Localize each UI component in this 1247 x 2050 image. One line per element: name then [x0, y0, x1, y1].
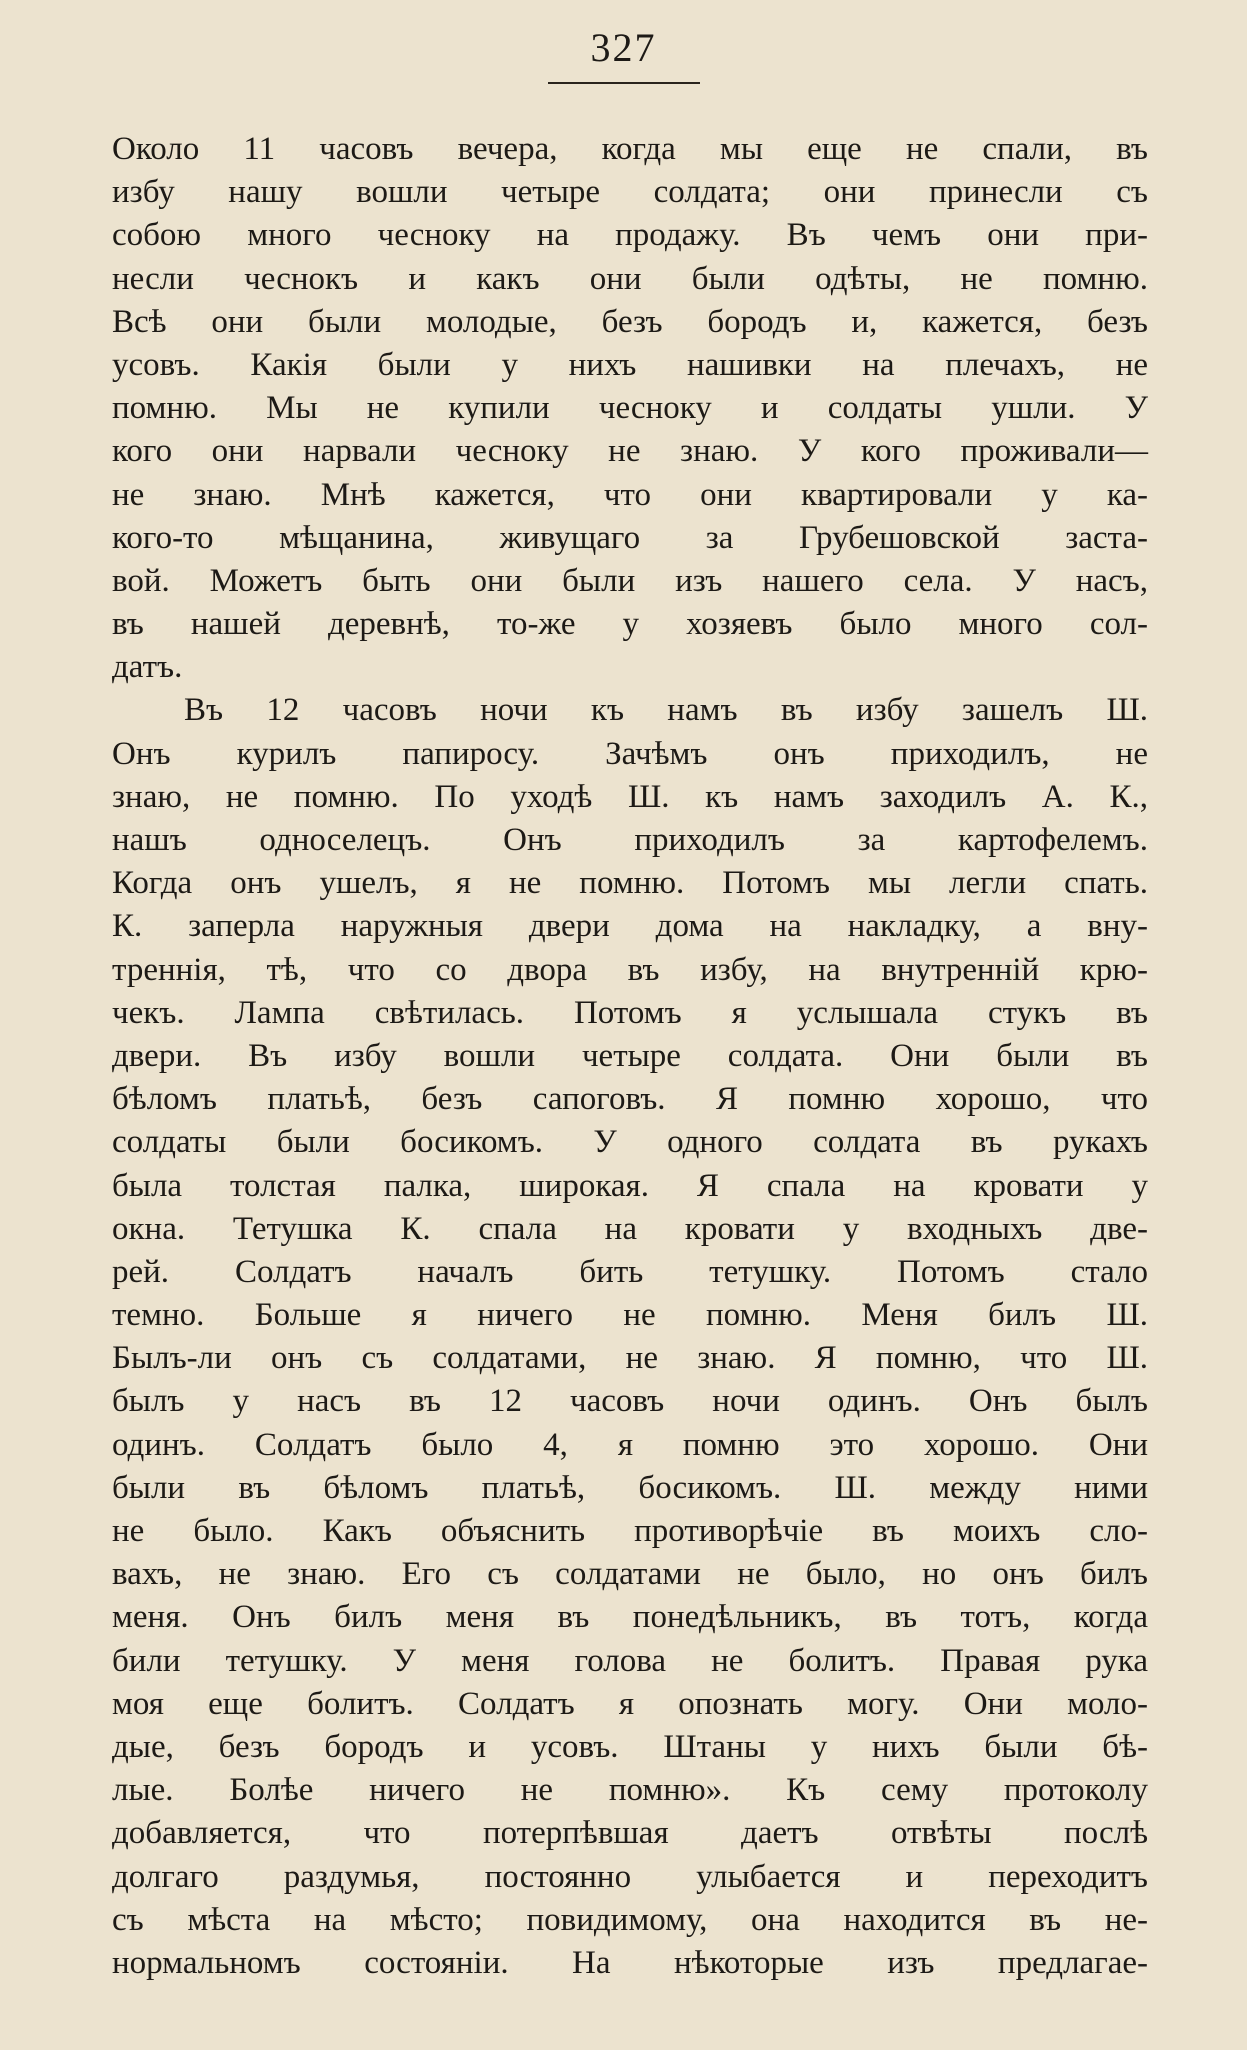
text-line: окна. Тетушка К. спала на кровати у входныхъ две-: [112, 1210, 1148, 1247]
text-line: вой. Можетъ быть они были изъ нашего села. У насъ,: [112, 562, 1148, 599]
text-line: датъ.: [112, 649, 183, 686]
text-line: рей. Солдатъ началъ бить тетушку. Потомъ стало: [112, 1253, 1148, 1290]
text-line: была толстая палка, широкая. Я спала на кровати у: [112, 1167, 1148, 1204]
text-line: лые. Болѣе ничего не помню». Къ сему протоколу: [112, 1772, 1148, 1809]
text-line: Въ 12 часовъ ночи къ намъ въ избу зашелъ Ш.: [184, 692, 1148, 729]
text-line: былъ у насъ въ 12 часовъ ночи одинъ. Онъ былъ: [112, 1383, 1148, 1420]
page-number-rule: [548, 82, 700, 84]
text-line: моя еще болитъ. Солдатъ я опознать могу. Они моло-: [112, 1685, 1148, 1722]
text-line: дые, безъ бородъ и усовъ. Штаны у нихъ были бѣ-: [112, 1728, 1148, 1765]
text-line: меня. Онъ билъ меня въ понедѣльникъ, въ тотъ, когда: [112, 1599, 1148, 1636]
text-line: нормальномъ состояніи. На нѣкоторые изъ предлагае-: [112, 1944, 1148, 1981]
text-line: нашъ односелецъ. Онъ приходилъ за картофелемъ.: [112, 822, 1148, 858]
text-line: били тетушку. У меня голова не болитъ. Правая рука: [112, 1642, 1148, 1679]
text-line: кого-то мѣщанина, живущаго за Грубешовской заста-: [112, 519, 1148, 556]
body-text: [112, 128, 1148, 1985]
paragraph-1: [112, 128, 1148, 689]
text-line: Былъ-ли онъ съ солдатами, не знаю. Я помню, что Ш.: [112, 1340, 1148, 1377]
text-line: несли чеснокъ и какъ они были одѣты, не помню.: [112, 260, 1148, 297]
text-line: усовъ. Какія были у нихъ нашивки на плечахъ, не: [112, 346, 1148, 383]
text-line: въ нашей деревнѣ, то-же у хозяевъ было много сол-: [112, 606, 1148, 643]
text-line: избу нашу вошли четыре солдата; они принесли съ: [112, 174, 1148, 211]
text-line: не было. Какъ объяснить противорѣчіе въ моихъ сло-: [112, 1513, 1148, 1549]
text-line: знаю, не помню. По уходѣ Ш. къ намъ заходилъ А. К.,: [112, 778, 1148, 815]
text-line: бѣломъ платьѣ, безъ сапоговъ. Я помню хорошо, что: [112, 1081, 1148, 1118]
paragraph-2: [112, 689, 1148, 1985]
text-line: солдаты были босикомъ. У одного солдата въ рукахъ: [112, 1124, 1148, 1161]
text-line: кого они нарвали чесноку не знаю. У кого проживали—: [112, 433, 1148, 470]
text-line: долгаго раздумья, постоянно улыбается и переходитъ: [112, 1858, 1148, 1895]
text-line: добавляется, что потерпѣвшая даетъ отвѣты послѣ: [112, 1815, 1148, 1852]
text-line: помню. Мы не купили чесноку и солдаты ушли. У: [112, 390, 1148, 427]
text-line: собою много чесноку на продажу. Въ чемъ они при-: [112, 217, 1148, 254]
text-line: Около 11 часовъ вечера, когда мы еще не спали, въ: [112, 131, 1148, 167]
text-line: темно. Больше я ничего не помню. Меня билъ Ш.: [112, 1297, 1148, 1334]
text-line: одинъ. Солдатъ было 4, я помню это хорошо. Они: [112, 1426, 1148, 1463]
text-line: были въ бѣломъ платьѣ, босикомъ. Ш. между ними: [112, 1469, 1148, 1506]
text-line: Когда онъ ушелъ, я не помню. Потомъ мы легли спать.: [112, 865, 1148, 902]
text-line: двери. Въ избу вошли четыре солдата. Они были въ: [112, 1037, 1148, 1074]
text-line: вахъ, не знаю. Его съ солдатами не было, но онъ билъ: [112, 1556, 1148, 1593]
text-line: не знаю. Мнѣ кажется, что они квартировали у ка-: [112, 476, 1148, 513]
text-line: Всѣ они были молодые, безъ бородъ и, кажется, безъ: [112, 303, 1148, 340]
page-number: 327: [590, 25, 657, 70]
text-line: К. заперла наружныя двери дома на накладку, а вну-: [112, 908, 1148, 945]
text-line: съ мѣста на мѣсто; повидимому, она находится въ не-: [112, 1901, 1148, 1938]
text-line: Онъ курилъ папиросу. Зачѣмъ онъ приходилъ, не: [112, 735, 1148, 772]
text-line: чекъ. Лампа свѣтилась. Потомъ я услышала стукъ въ: [112, 994, 1148, 1031]
text-line: треннія, тѣ, что со двора въ избу, на внутренній крю-: [112, 951, 1148, 988]
